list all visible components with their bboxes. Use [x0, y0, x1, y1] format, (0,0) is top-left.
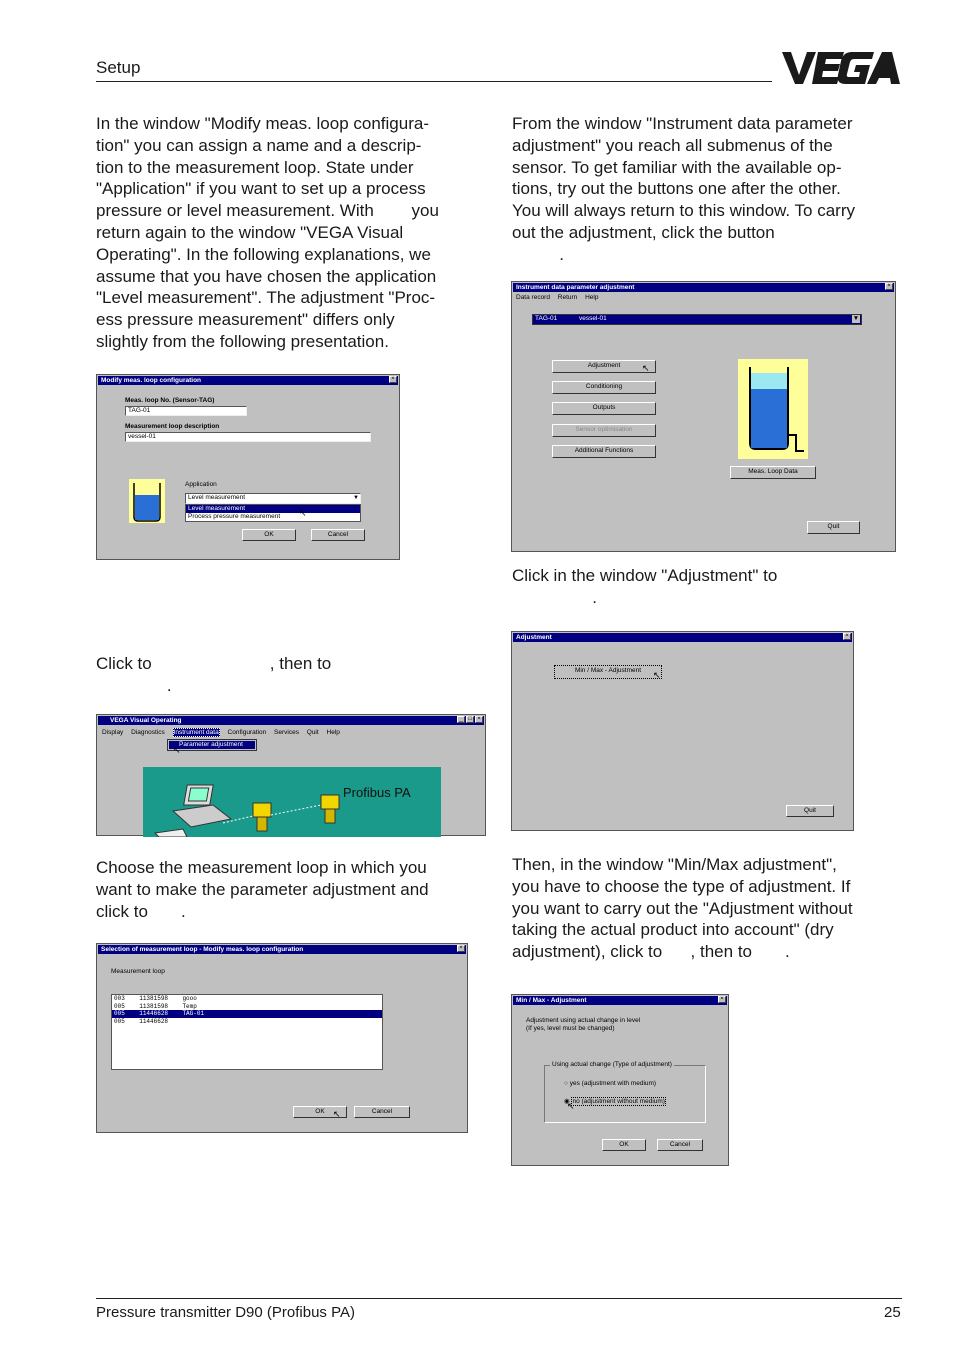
document-title: Pressure transmitter D90 (Profibus PA)	[96, 1304, 355, 1321]
radio-no-label: no (adjustment without medium)	[572, 1098, 665, 1105]
loop-list-label: Measurement loop	[111, 968, 165, 975]
window-title: Instrument data parameter adjustment	[513, 283, 894, 292]
text-line: Operating". In the following explanations, we	[96, 244, 431, 264]
ok-button[interactable]: OK	[602, 1139, 646, 1151]
window-title: VEGA Visual Operating	[98, 716, 484, 725]
profibus-banner	[143, 767, 441, 837]
radio-unchecked-icon[interactable]: ○	[564, 1080, 568, 1087]
row-address: 005	[114, 1017, 125, 1025]
row-id: 11446628	[139, 1017, 169, 1025]
close-icon[interactable]: ×	[885, 283, 893, 290]
text-line: click to .	[96, 901, 186, 921]
text-line: Click to , then to	[96, 654, 332, 673]
row-name: Temp	[182, 1002, 197, 1010]
right-paragraph-3	[512, 854, 853, 963]
row-name: TAG-01	[182, 1010, 205, 1017]
text-line: adjustment" you reach all submenus of the	[512, 135, 833, 155]
menu-services[interactable]: Services	[274, 729, 299, 736]
desc-field[interactable]: vessel-01	[125, 432, 371, 442]
application-select[interactable]	[185, 493, 361, 504]
menu-instrument-data[interactable]: Instrument data	[173, 729, 219, 736]
text-line: sensor. To get familiar with the available op-	[512, 157, 842, 177]
chevron-down-icon[interactable]: ▼	[353, 495, 359, 501]
text-line: tions, try out the buttons one after the other.	[512, 179, 841, 199]
ok-button[interactable]: OK	[293, 1106, 347, 1118]
combo-desc: vessel-01	[578, 315, 607, 322]
text-line: tion" you can assign a name and a descrip-	[96, 135, 422, 155]
menu-bar	[102, 729, 346, 736]
text-line: .	[96, 675, 172, 695]
text-line: Then, in the window "Min/Max adjustment",	[512, 855, 837, 874]
page-number: 25	[884, 1304, 901, 1321]
menu-parameter-adjustment[interactable]: Parameter adjustment	[169, 741, 255, 749]
loop-list[interactable]	[111, 994, 383, 1070]
close-icon[interactable]: ×	[718, 996, 726, 1003]
combo-tag: TAG-01	[535, 315, 558, 322]
close-icon[interactable]: ×	[843, 633, 851, 640]
text-line: pressure or level measurement. With you	[96, 201, 439, 221]
text-line: return again to the window "VEGA Visual	[96, 222, 404, 242]
quit-button[interactable]: Quit	[807, 521, 860, 534]
maximize-icon[interactable]: □	[466, 716, 474, 723]
text-line: From the window "Instrument data parameter	[512, 114, 853, 133]
text-line: tion to the measurement loop. State under	[96, 157, 414, 177]
text-line: adjustment), click to , then to .	[512, 942, 790, 962]
adjustment-window	[511, 631, 854, 831]
mouse-cursor-icon: ↖	[299, 508, 307, 518]
cancel-button[interactable]: Cancel	[657, 1139, 703, 1151]
menu-configuration[interactable]: Configuration	[227, 729, 267, 736]
vega-main-window	[96, 714, 486, 836]
conditioning-button[interactable]: Conditioning	[552, 381, 656, 394]
window-title: Adjustment	[513, 633, 852, 642]
loop-no-label: Meas. loop No. (Sensor-TAG)	[125, 397, 215, 404]
ok-button[interactable]: OK	[242, 529, 296, 541]
list-item[interactable]	[112, 1003, 382, 1011]
network-illustration	[153, 775, 343, 837]
menu-help[interactable]: Help	[585, 294, 599, 301]
right-paragraph-1	[512, 113, 855, 266]
minimize-icon[interactable]: _	[457, 716, 465, 723]
text-line: assume that you have chosen the application	[96, 266, 437, 286]
menu-data-record[interactable]: Data record	[516, 294, 550, 301]
text-line: .	[512, 244, 564, 264]
tank-icon	[738, 359, 808, 459]
radio-checked-icon[interactable]: ◉	[564, 1098, 570, 1105]
adjustment-button[interactable]: Adjustment	[552, 360, 656, 373]
menu-display[interactable]: Display	[102, 729, 124, 736]
application-dropdown	[185, 504, 361, 522]
right-paragraph-2	[512, 565, 777, 609]
text-line: .	[512, 587, 598, 607]
list-item[interactable]	[112, 1018, 382, 1026]
dropdown-option[interactable]: Process pressure measurement	[188, 513, 281, 520]
text-line: ess pressure measurement" differs only	[96, 310, 395, 330]
additional-functions-button[interactable]: Additional Functions	[552, 445, 656, 458]
chevron-down-icon[interactable]: ▼	[852, 315, 860, 322]
text-line: want to make the parameter adjustment and	[96, 879, 429, 899]
header-rule	[96, 81, 772, 82]
selected-value: Level measurement	[188, 494, 246, 501]
info-line-2: (If yes, level must be changed)	[526, 1025, 615, 1032]
list-item[interactable]	[112, 995, 382, 1003]
mouse-cursor-icon: ↖	[173, 745, 181, 755]
text-line: In the window "Modify meas. loop configura-	[96, 114, 429, 133]
group-label: Using actual change (Type of adjustment)	[552, 1061, 672, 1068]
application-label: Application	[185, 481, 217, 488]
dropdown-option[interactable]: Level measurement	[186, 505, 360, 513]
row-id: 11446628	[139, 1010, 169, 1017]
measurement-loop-combo[interactable]	[532, 314, 862, 325]
sensor-optimisation-button[interactable]: Sensor optimisation	[552, 424, 656, 437]
text-line: Choose the measurement loop in which you	[96, 858, 427, 877]
text-line: you want to carry out the "Adjustment without	[512, 898, 853, 918]
menu-return[interactable]: Return	[557, 294, 578, 301]
cancel-button[interactable]: Cancel	[311, 529, 365, 541]
close-icon[interactable]: ×	[475, 716, 483, 723]
outputs-button[interactable]: Outputs	[552, 402, 656, 415]
instrument-data-window	[511, 281, 896, 552]
select-loop-window	[96, 943, 468, 1133]
window-title: Min / Max - Adjustment	[513, 996, 727, 1005]
info-line-1: Adjustment using actual change in level	[526, 1017, 641, 1024]
mouse-cursor-icon: ↖	[653, 670, 661, 680]
window-title: Selection of measurement loop - Modify meas. loop configuration	[98, 945, 466, 954]
row-address: 003	[114, 995, 125, 1002]
row-name: gooo	[182, 995, 197, 1002]
modify-loop-window	[96, 374, 400, 560]
row-id: 11381598	[139, 995, 169, 1002]
close-icon[interactable]: ×	[457, 945, 465, 952]
close-icon[interactable]: ×	[389, 376, 397, 383]
mouse-cursor-icon: ↖	[642, 363, 650, 373]
menu-bar	[516, 294, 604, 301]
desc-label: Measurement loop description	[125, 423, 220, 430]
quit-button[interactable]: Quit	[786, 805, 834, 817]
min-max-adjustment-button[interactable]: Min / Max - Adjustment	[554, 665, 662, 679]
cancel-button[interactable]: Cancel	[354, 1106, 410, 1118]
row-address: 005	[114, 1002, 125, 1010]
text-line: you have to choose the type of adjustment. If	[512, 876, 851, 896]
row-address: 005	[114, 1010, 125, 1017]
text-line: "Application" if you want to set up a process	[96, 179, 426, 199]
adjustment-type-group	[544, 1065, 706, 1123]
window-title: Modify meas. loop configuration	[98, 376, 398, 385]
menu-diagnostics[interactable]: Diagnostics	[131, 729, 165, 736]
list-item-selected[interactable]	[112, 1010, 382, 1018]
loop-no-field[interactable]: TAG-01	[125, 406, 247, 416]
text-line: "Level measurement". The adjustment "Proc-	[96, 288, 436, 308]
row-id: 11381598	[139, 1002, 169, 1010]
meas-loop-data-button[interactable]: Meas. Loop Data	[730, 466, 816, 479]
left-paragraph-3	[96, 857, 429, 922]
text-line: taking the actual product into account" (dry	[512, 920, 834, 940]
footer-rule	[96, 1298, 902, 1299]
radio-yes[interactable]	[564, 1080, 656, 1087]
radio-no[interactable]	[564, 1097, 666, 1105]
banner-title: Profibus PA	[343, 785, 411, 800]
left-paragraph-1	[96, 113, 439, 353]
mouse-cursor-icon: ↖	[333, 1109, 341, 1119]
text-line: slightly from the following presentation.	[96, 331, 389, 351]
section-title: Setup	[96, 58, 141, 77]
mouse-cursor-icon: ↖	[567, 1101, 575, 1111]
left-paragraph-2	[96, 653, 331, 697]
text-line: Click in the window "Adjustment" to	[512, 566, 778, 585]
vega-logo	[782, 50, 902, 86]
text-line: out the adjustment, click the button	[512, 222, 775, 242]
tank-icon	[129, 479, 165, 523]
menu-quit[interactable]: Quit	[306, 729, 319, 736]
radio-yes-label: yes (adjustment with medium)	[569, 1080, 657, 1087]
menu-help[interactable]: Help	[326, 729, 340, 736]
min-max-window	[511, 994, 729, 1166]
text-line: You will always return to this window. To carry	[512, 201, 855, 221]
